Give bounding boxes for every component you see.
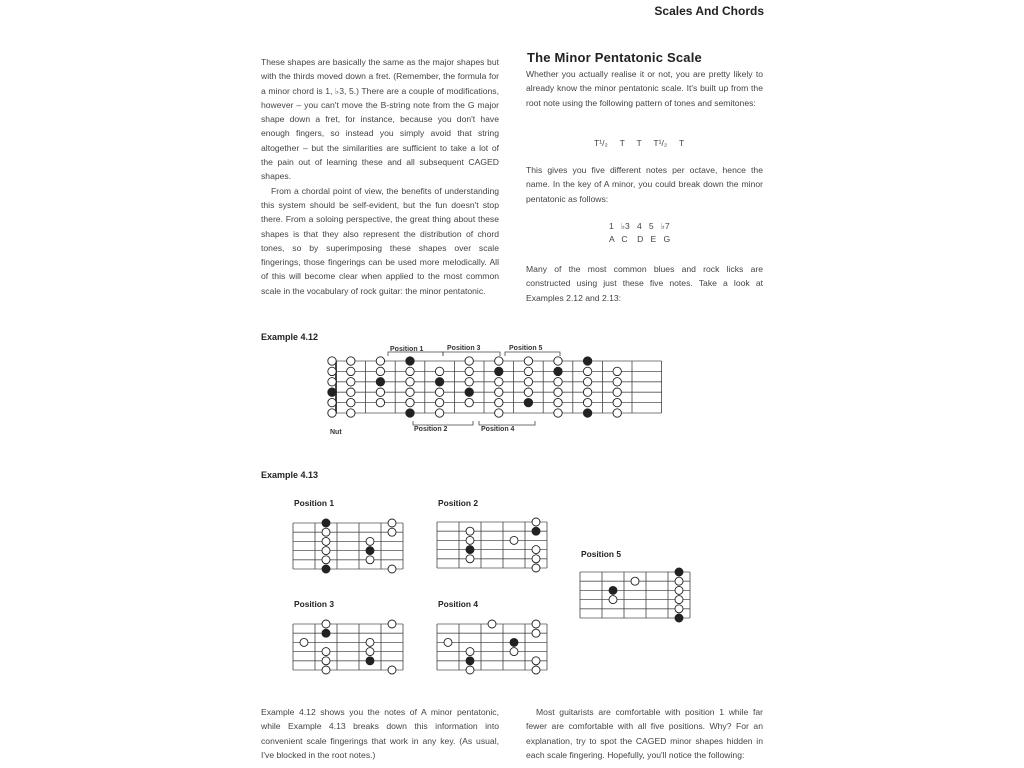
right-paragraph-3: Many of the most common blues and rock licks are constructed using just these five notes. Take a look at Examples 2.12 and 2.13: (526, 264, 763, 303)
root-note-dot (322, 629, 330, 637)
bottom-right-paragraph: Most guitarists are comfortable with position 1 while far fewer are comfortable with all five positions. Why? For an explanation, try to spot the CAGED minor shapes hidden in each scale fingering. Hopefully, you'll notice the following: (526, 707, 763, 760)
scale-note-dot (388, 620, 396, 628)
nut-label: Nut (330, 429, 342, 436)
top-label-position-5: Position 5 (509, 345, 543, 352)
scale-note-dot (300, 638, 308, 646)
scale-note-dot (366, 537, 374, 545)
root-note-dot (675, 568, 683, 576)
root-note-dot (510, 638, 518, 646)
scale-note-dot (532, 666, 540, 674)
right-paragraph-2: This gives you five different notes per octave, hence the name. In the key of A minor, you could break down the minor pentatonic as follows: (526, 165, 763, 204)
scale-note-dot (466, 666, 474, 674)
position-1-diagram (293, 519, 403, 573)
scale-degrees: 1 ♭3 4 5 ♭7 (609, 221, 670, 231)
scale-note-dot (322, 528, 330, 536)
position-3-title: Position 3 (294, 599, 335, 609)
scale-note-dot (322, 657, 330, 665)
scale-note-dot (488, 620, 496, 628)
bottom-label-position-4: Position 4 (481, 426, 515, 433)
scale-note-dot (675, 586, 683, 594)
left-paragraph-1: These shapes are basically the same as the major shapes but with the thirds moved down a fret. (Remember, the formula for a minor chord is 1, ♭3, 5.) There are a couple of modifications, however – you can't move the B-string note from the G major shape down a fret, for instance, because you don't have enough fingers, so instead you simply avoid that string altogether – but the similarities are sufficient to take a lot of the pain out of learning these and all subsequent CAGED shapes. (261, 57, 499, 182)
example-4-12-label: Example 4.12 (261, 332, 319, 342)
scale-note-dot (322, 648, 330, 656)
right-column-intro: Whether you actually realise it or not, you are pretty likely to already know the minor pentatonic scale. It's built up from the root note using the following pattern of tones and semitones: (526, 69, 763, 108)
root-note-dot (322, 519, 330, 527)
scale-note-dot (609, 596, 617, 604)
root-note-dot (322, 565, 330, 573)
scale-note-dot (366, 556, 374, 564)
scale-note-dot (466, 555, 474, 563)
bottom-left-paragraph: Example 4.12 shows you the notes of A minor pentatonic, while Example 4.13 breaks down this information into convenient scale fingerings that work in any key. (As usual, I've blocked in the root notes.) (261, 707, 499, 760)
scale-note-dot (675, 577, 683, 585)
bottom-label-position-2: Position 2 (414, 426, 448, 433)
top-label-position-3: Position 3 (447, 345, 481, 352)
scale-note-dot (510, 648, 518, 656)
scale-note-dot (532, 657, 540, 665)
scale-note-dot (532, 555, 540, 563)
position-4-title: Position 4 (438, 599, 479, 609)
scale-note-dot (466, 536, 474, 544)
scale-note-dot (388, 528, 396, 536)
scale-note-dot (388, 519, 396, 527)
scale-note-dot (532, 546, 540, 554)
scale-note-dot (444, 638, 452, 646)
root-note-dot (675, 614, 683, 622)
scale-note-dot (466, 527, 474, 535)
root-note-dot (466, 657, 474, 665)
scale-note-dot (675, 596, 683, 604)
root-note-dot (366, 547, 374, 555)
position-2-diagram (437, 518, 547, 572)
position-2-title: Position 2 (438, 498, 479, 508)
left-paragraph-2: From a chordal point of view, the benefits of understanding this system should be self-evident, but the fun doesn't stop there. From a soloing perspective, the great thing about these shapes is that they also represent the distribution of chord tones, so by superimposing these shapes over scale fingerings, those fingerings can be used more melodically. All of this will become clear when applied to the most common scale in the vocabulary of rock guitar: the minor pentatonic. (261, 185, 499, 296)
top-label-position-1: Position 1 (390, 346, 424, 353)
root-note-dot (366, 657, 374, 665)
position-5-diagram (580, 568, 690, 622)
scale-note-dot (631, 577, 639, 585)
section-title: The Minor Pentatonic Scale (527, 50, 702, 65)
position-4-diagram (437, 620, 547, 674)
scale-note-dot (322, 556, 330, 564)
scale-note-dot (510, 536, 518, 544)
position-3-diagram (293, 620, 403, 674)
scale-note-dot (366, 638, 374, 646)
scale-note-dot (388, 565, 396, 573)
scale-note-dot (466, 648, 474, 656)
position-5-title: Position 5 (581, 549, 622, 559)
scale-note-dot (388, 666, 396, 674)
root-note-dot (466, 546, 474, 554)
scale-note-dot (322, 666, 330, 674)
scale-note-dot (532, 564, 540, 572)
scale-note-dot (532, 518, 540, 526)
example-4-13-label: Example 4.13 (261, 470, 319, 480)
scale-note-dot (366, 648, 374, 656)
scale-note-dot (322, 547, 330, 555)
scale-note-dot (322, 537, 330, 545)
scale-note-dot (322, 620, 330, 628)
scale-note-dot (532, 629, 540, 637)
running-head: Scales And Chords (654, 4, 764, 18)
position-1-title: Position 1 (294, 498, 335, 508)
root-note-dot (609, 586, 617, 594)
scale-notes: A C D E G (609, 234, 671, 244)
scale-note-dot (675, 605, 683, 613)
tone-pattern: T¹/₂ T T T¹/₂ T (594, 138, 685, 148)
root-note-dot (532, 527, 540, 535)
scale-note-dot (532, 620, 540, 628)
